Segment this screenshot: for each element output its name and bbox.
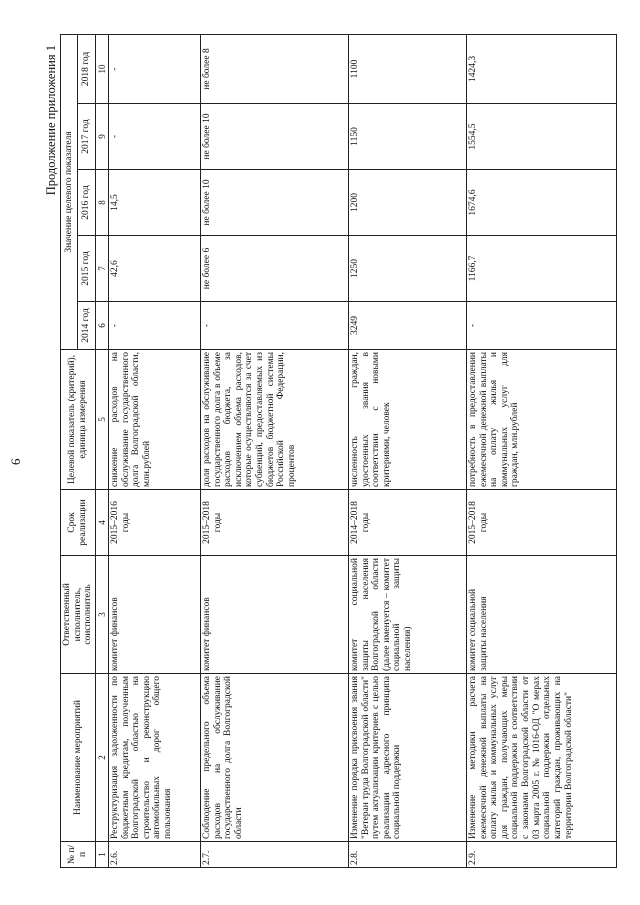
header-num: № п/п bbox=[61, 842, 96, 868]
col-index: 8 bbox=[95, 170, 108, 236]
col-index: 6 bbox=[95, 302, 108, 350]
col-index: 7 bbox=[95, 236, 108, 302]
column-index-row bbox=[95, 34, 108, 867]
row-term: 2015–2016 годы bbox=[108, 490, 200, 556]
row-value: 42,6 bbox=[108, 236, 200, 302]
row-value: 1674,6 bbox=[466, 170, 616, 236]
row-value: - bbox=[200, 302, 348, 350]
row-num: 2.8. bbox=[348, 842, 466, 868]
row-value: 1554,5 bbox=[466, 104, 616, 170]
row-value: - bbox=[108, 104, 200, 170]
table-row bbox=[348, 34, 466, 867]
row-value: не более 8 bbox=[200, 34, 348, 103]
header-indicator: Целевой показатель (критерий), единица измерения bbox=[61, 350, 96, 490]
table-row bbox=[466, 34, 616, 867]
continuation-note: Продолжение приложения 1 bbox=[44, 45, 58, 196]
header-value-group: Значение целевого показателя bbox=[61, 34, 78, 349]
row-name: Соблюдение предельного объема расходов на обслуживание государственного долга Волгоградской области bbox=[200, 674, 348, 842]
row-value: не более 10 bbox=[200, 170, 348, 236]
row-indicator: численность граждан, удостоенных звания в соответствии с новыми критериями, человек bbox=[348, 350, 466, 490]
measures-table bbox=[60, 34, 617, 868]
row-responsible: комитет социальной защиты населения Волгоградской области (далее именуется – комитет социальной защиты населения) bbox=[348, 556, 466, 674]
row-responsible: комитет финансов bbox=[108, 556, 200, 674]
row-value: 1424,3 bbox=[466, 34, 616, 103]
row-num: 2.6. bbox=[108, 842, 200, 868]
row-value: не более 6 bbox=[200, 236, 348, 302]
table-row bbox=[108, 34, 200, 867]
col-index: 5 bbox=[95, 350, 108, 490]
header-name: Наименование мероприятий bbox=[61, 674, 96, 842]
header-responsible: Ответственный исполнитель, соисполнитель bbox=[61, 556, 96, 674]
row-value: 1250 bbox=[348, 236, 466, 302]
row-term: 2015–2018 годы bbox=[200, 490, 348, 556]
header-row-1 bbox=[61, 34, 78, 867]
col-index: 3 bbox=[95, 556, 108, 674]
row-value: не более 10 bbox=[200, 104, 348, 170]
page-number: 6 bbox=[8, 458, 23, 465]
table-row bbox=[200, 34, 348, 867]
col-index: 2 bbox=[95, 674, 108, 842]
col-index: 10 bbox=[95, 34, 108, 103]
header-year: 2015 год bbox=[78, 236, 95, 302]
header-year: 2016 год bbox=[78, 170, 95, 236]
row-value: - bbox=[466, 302, 616, 350]
header-year: 2018 год bbox=[78, 34, 95, 103]
row-indicator: доля расходов на обслуживание государственного долга в объеме расходов бюджета, за исключением объема расходов, которые осуществляются за счет субвенций, предоставляемых из бюджетов бюджетной системы Российской Федерации, процентов bbox=[200, 350, 348, 490]
row-responsible: комитет финансов bbox=[200, 556, 348, 674]
row-indicator: потребность в предоставлении ежемесячной денежной выплаты на оплату жилья и коммунальных услуг для граждан, млн.рублей bbox=[466, 350, 616, 490]
row-term: 2014–2018 годы bbox=[348, 490, 466, 556]
header-term: Срок реализации bbox=[61, 490, 96, 556]
row-value: 1200 bbox=[348, 170, 466, 236]
header-year: 2017 год bbox=[78, 104, 95, 170]
row-value: 14,5 bbox=[108, 170, 200, 236]
row-value: 1100 bbox=[348, 34, 466, 103]
row-term: 2015–2018 годы bbox=[466, 490, 616, 556]
row-value: - bbox=[108, 34, 200, 103]
row-responsible: комитет социальной защиты населения bbox=[466, 556, 616, 674]
col-index: 1 bbox=[95, 842, 108, 868]
row-name: Изменение методики расчета ежемесячной денежной выплаты на оплату жилья и коммунальных услуг для граждан, получающих меры социальной поддержки в соответствии с законами Волгоградской области от 03 марта 2005 г. № 1016-ОД "О мерах социальной поддержки отдельных категорий граждан, проживающих на территории Волгоградской области" bbox=[466, 674, 616, 842]
row-num: 2.9. bbox=[466, 842, 616, 868]
row-indicator: снижение расходов на обслуживание государственного долга Волгоградской области, млн.рублей bbox=[108, 350, 200, 490]
col-index: 4 bbox=[95, 490, 108, 556]
row-value: 3249 bbox=[348, 302, 466, 350]
row-value: 1150 bbox=[348, 104, 466, 170]
row-name: Реструктуризация задолженности по бюджетным кредитам, полученным Волгоградской областью на строительство и реконструкцию автомобильных дорог общего пользования bbox=[108, 674, 200, 842]
col-index: 9 bbox=[95, 104, 108, 170]
row-num: 2.7. bbox=[200, 842, 348, 868]
row-name: Изменение порядка присвоения звания "Ветеран труда Волгоградской области" путем актуализации критериев с целью реализации адресного принципа социальной поддержки bbox=[348, 674, 466, 842]
header-year: 2014 год bbox=[78, 302, 95, 350]
row-value: - bbox=[108, 302, 200, 350]
row-value: 1166,7 bbox=[466, 236, 616, 302]
